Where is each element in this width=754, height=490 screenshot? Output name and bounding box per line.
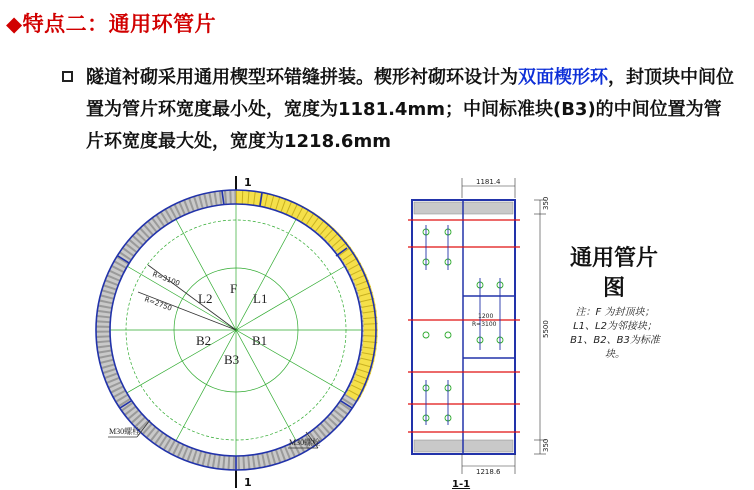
section-mark-top: 1: [244, 176, 252, 189]
radius-label-outer: R=3100: [151, 270, 181, 288]
section-label: 1-1: [452, 479, 471, 490]
dim-inner-2: R=3100: [472, 321, 497, 328]
caption-note: 注：F 为封顶块；L1、L2为邻接块；B1、B2、B3为标准块。: [570, 307, 660, 360]
para-prefix: 隧道衬砌采用通用楔型环错缝拼装。楔形衬砌环设计为: [86, 67, 518, 88]
dim-350-top: 350: [542, 196, 550, 210]
longitudinal-section: [408, 178, 550, 490]
description-paragraph: [86, 62, 736, 158]
dim-width-top: 1181.4: [476, 178, 501, 186]
dim-inner-1: 1200: [478, 313, 494, 320]
bolt-label-left: M30螺栓: [109, 427, 141, 436]
segment-label-B1: B1: [252, 333, 268, 348]
segment-label-F: F: [230, 281, 238, 296]
ring-cross-section: [96, 176, 376, 489]
segment-label-L1: L1: [253, 291, 268, 306]
radius-label-inner: R=2750: [143, 295, 173, 313]
para-highlight: 双面楔形环: [518, 67, 608, 88]
dim-width-bottom: 1218.6: [476, 468, 501, 476]
segment-label-B3: B3: [224, 352, 240, 367]
bullet-square-icon: [62, 71, 73, 82]
bolt-label-right: M30螺栓: [289, 438, 321, 447]
red-joint-lines: [408, 220, 520, 432]
segment-label-B2: B2: [196, 333, 212, 348]
para-suffix: ，封顶块中间位置为管片环宽度最小处，宽度为1181.4mm；中间标准块(B3)的中间位置为管片环宽度最大处，宽度为1218.6mm: [86, 67, 734, 152]
caption-title: 通用管片图: [569, 246, 658, 301]
section-mark-bottom: 1: [244, 476, 252, 489]
dim-height-total: 5500: [542, 320, 550, 338]
page-title: ◆特点二：通用环管片: [6, 12, 217, 36]
segment-label-L2: L2: [198, 291, 213, 306]
dim-350-bottom: 350: [542, 438, 550, 452]
